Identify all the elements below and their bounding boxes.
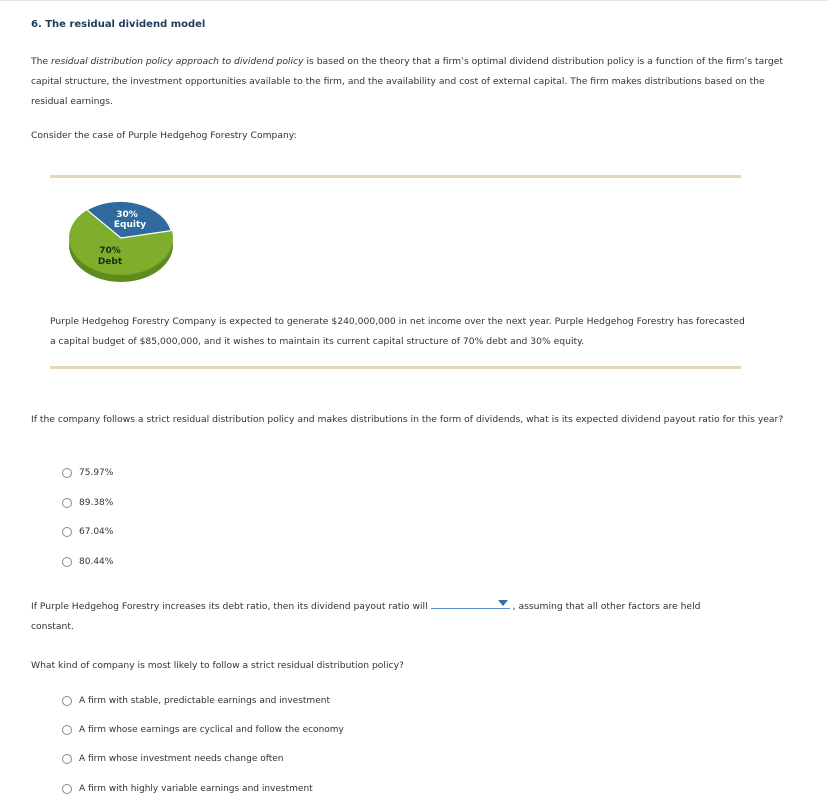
- q3-option-4[interactable]: [62, 784, 313, 794]
- q3-option-3-label: A firm whose investment needs change often: [79, 754, 284, 764]
- case-top-border: [50, 175, 741, 178]
- equity-pct-label: 30%: [116, 210, 138, 220]
- q1-option-2[interactable]: [62, 498, 113, 508]
- consider-text: Consider the case of Purple Hedgehog Forestry Company:: [31, 130, 297, 141]
- intro-suffix: is based on the theory that a firm’s optimal dividend distribution policy is a function of the firm’s target capital structure, the investment opportunities available to the firm, and the availability and cost of external capital. The firm makes distributions based on the residual earnings.: [31, 56, 783, 107]
- section-title: 6. The residual dividend model: [31, 19, 206, 30]
- q2-after-2: constant.: [31, 621, 74, 632]
- q1-option-3[interactable]: [62, 527, 113, 537]
- q3-option-1[interactable]: [62, 696, 330, 706]
- case-bottom-border: [50, 366, 741, 369]
- radio-button[interactable]: [62, 725, 72, 735]
- q1-option-4[interactable]: [62, 557, 113, 567]
- radio-button[interactable]: [62, 557, 72, 567]
- q1-option-3-label: 67.04%: [79, 527, 114, 537]
- q1-option-2-label: 89.38%: [79, 498, 114, 508]
- q3-option-3[interactable]: [62, 754, 284, 764]
- top-divider: [0, 0, 828, 1]
- capital-structure-pie: [62, 196, 182, 288]
- question-1-text: If the company follows a strict residual distribution policy and makes distributions in the form of dividends, what is its expected dividend payout ratio for this year?: [31, 414, 784, 425]
- radio-button[interactable]: [62, 754, 72, 764]
- radio-button[interactable]: [62, 468, 72, 478]
- intro-paragraph: [31, 52, 791, 112]
- payout-ratio-dropdown[interactable]: [431, 598, 510, 609]
- q1-option-1[interactable]: [62, 468, 113, 478]
- q2-after: , assuming that all other factors are held: [512, 601, 701, 612]
- q1-option-4-label: 80.44%: [79, 557, 114, 567]
- question-2-text: [31, 597, 801, 637]
- radio-button[interactable]: [62, 696, 72, 706]
- q3-option-2[interactable]: [62, 725, 344, 735]
- radio-button[interactable]: [62, 527, 72, 537]
- debt-pct-label: 70%: [99, 246, 121, 256]
- q3-option-4-label: A firm with highly variable earnings and investment: [79, 784, 313, 794]
- caret-down-icon[interactable]: [498, 600, 508, 606]
- case-paragraph: Purple Hedgehog Forestry Company is expected to generate $240,000,000 in net income over the next year. Purple Hedgehog Forestry has forecasted a capital budget of $85,000,000, and it wishes to maintain its current capital structure of 70% debt and 30% equity.: [50, 316, 745, 347]
- radio-button[interactable]: [62, 784, 72, 794]
- intro-prefix: The: [31, 56, 52, 67]
- debt-name-label: Debt: [97, 257, 123, 267]
- q1-option-1-label: 75.97%: [79, 468, 114, 478]
- intro-emphasis: residual distribution policy approach to dividend policy: [51, 56, 304, 67]
- radio-button[interactable]: [62, 498, 72, 508]
- equity-name-label: Equity: [113, 220, 147, 230]
- question-3-text: What kind of company is most likely to follow a strict residual distribution policy?: [31, 660, 404, 671]
- q2-before: If Purple Hedgehog Forestry increases its debt ratio, then its dividend payout ratio will: [31, 601, 428, 612]
- q3-option-2-label: A firm whose earnings are cyclical and follow the economy: [79, 725, 344, 735]
- q3-option-1-label: A firm with stable, predictable earnings and investment: [79, 696, 330, 706]
